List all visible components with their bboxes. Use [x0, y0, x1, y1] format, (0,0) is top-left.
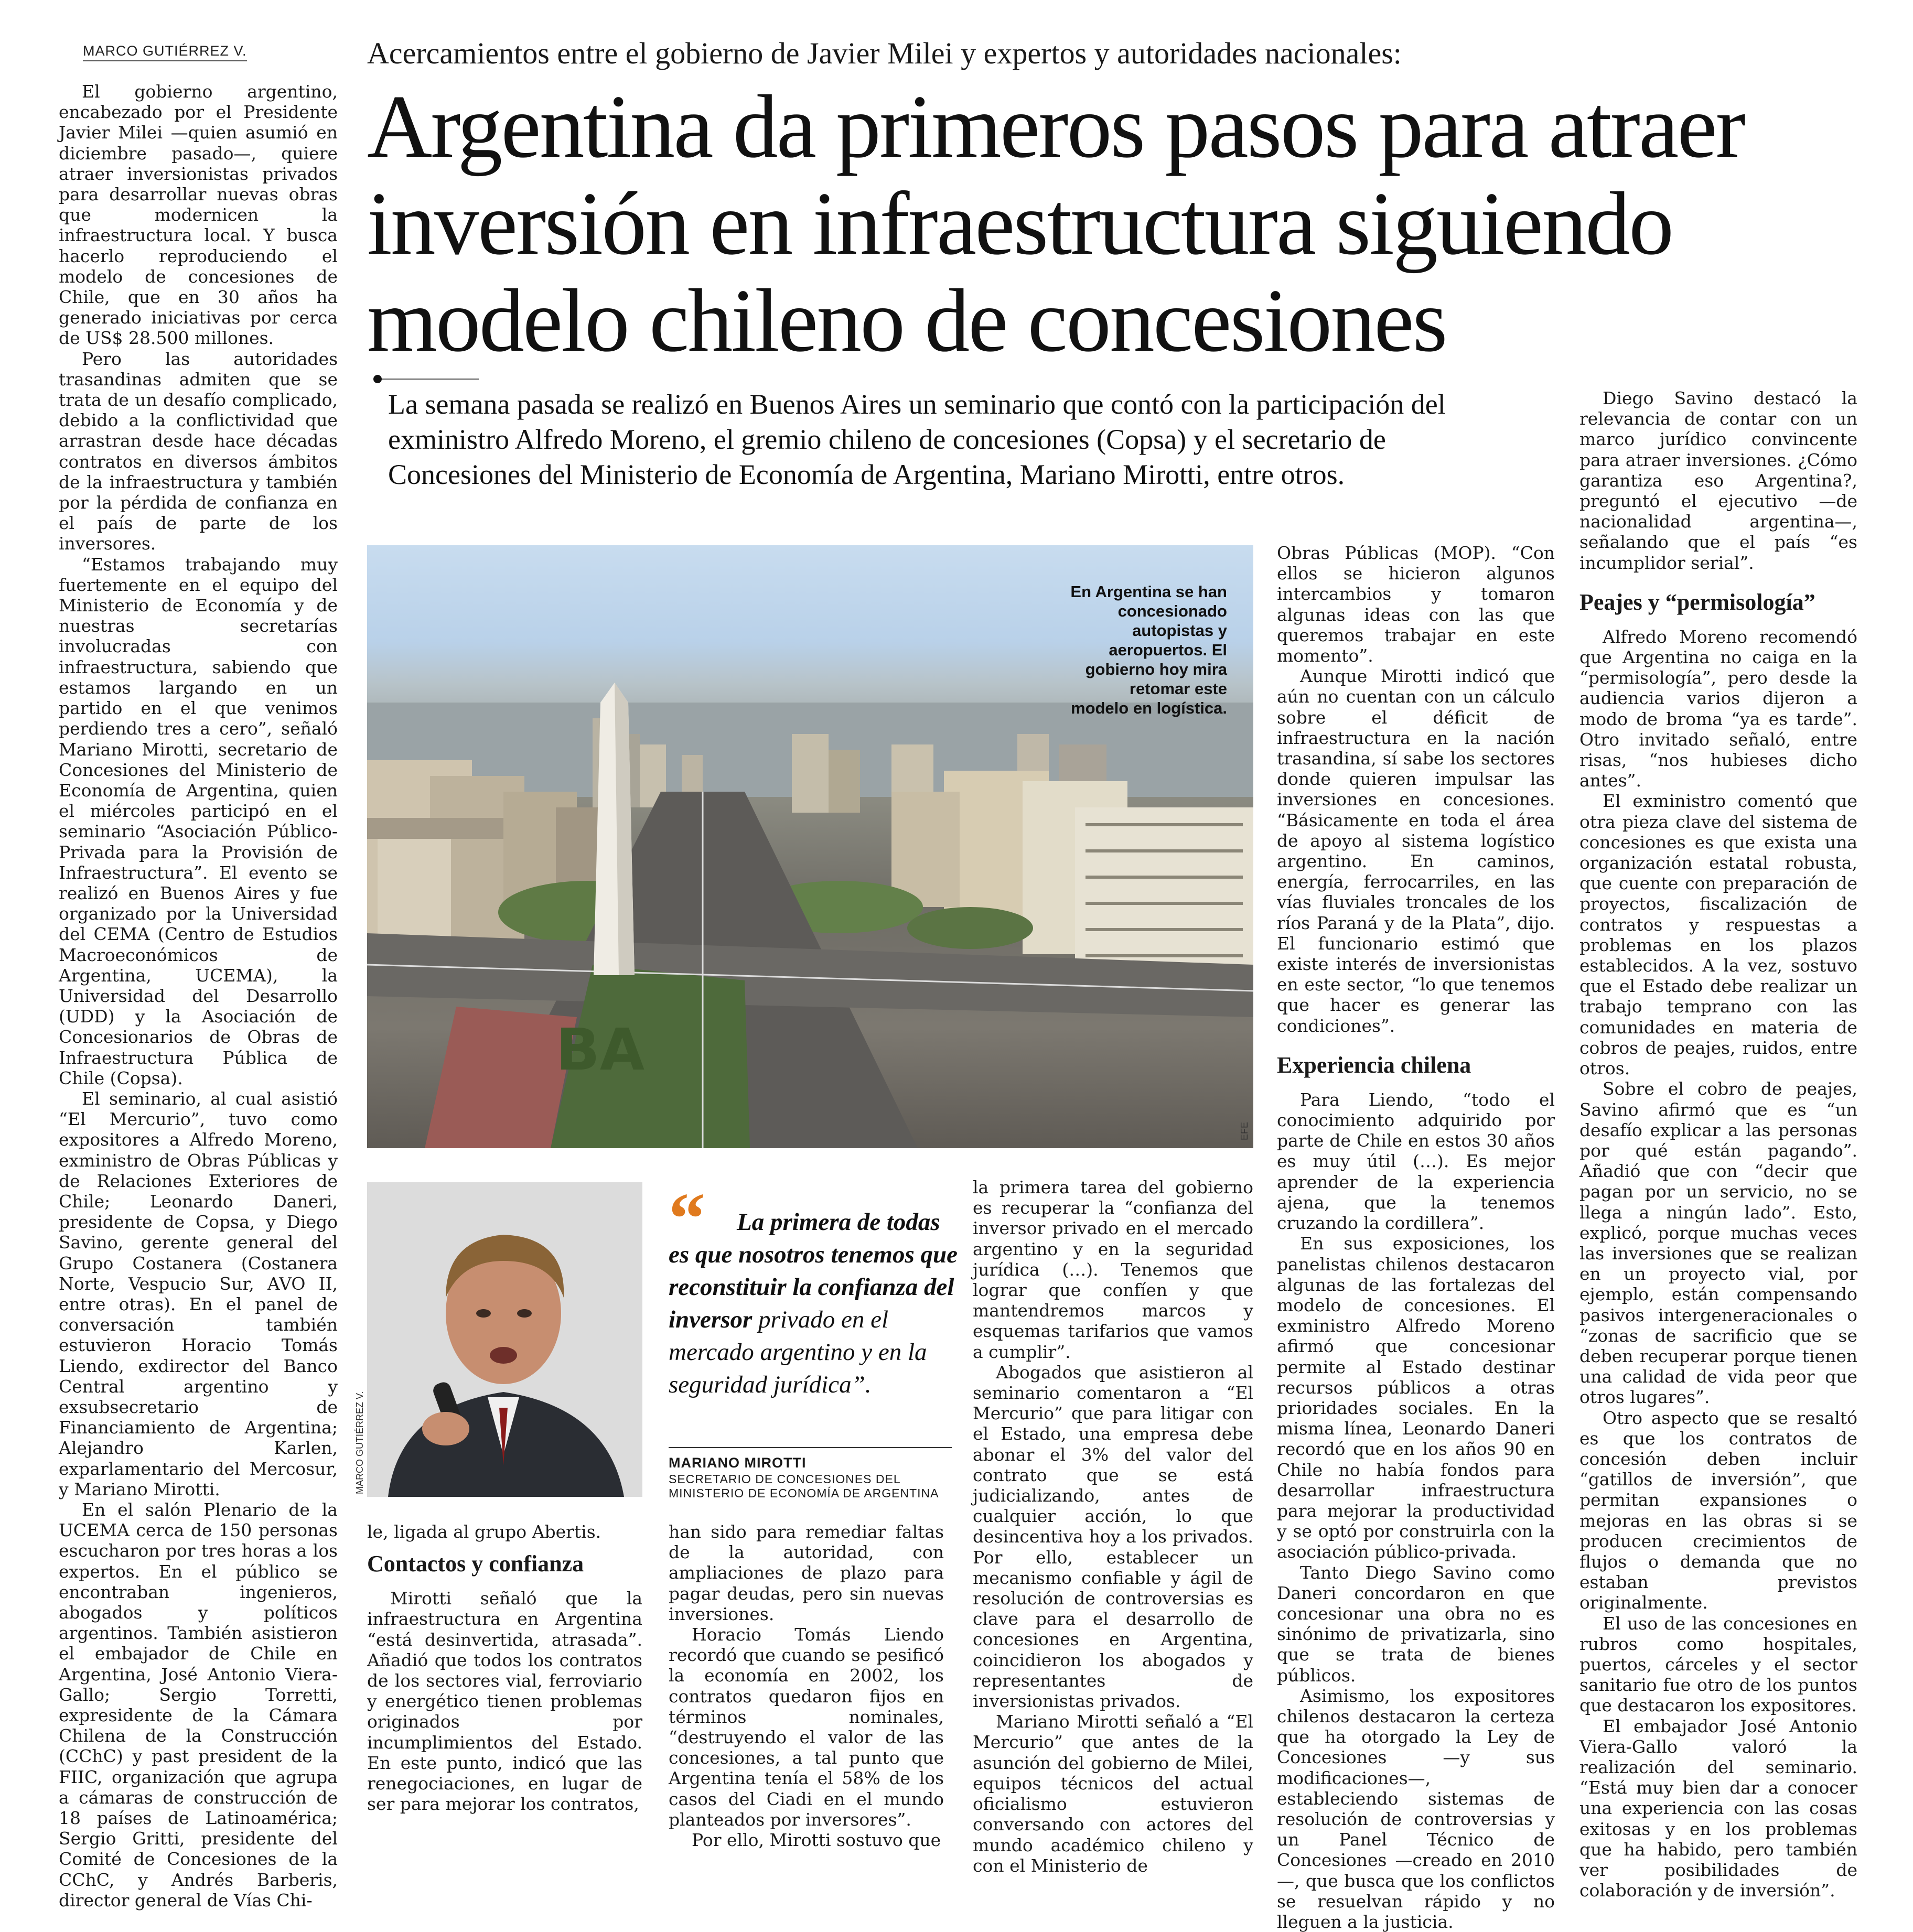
paragraph: En sus exposiciones, los panelistas chilenos destacaron algunas de las fortalezas del modelo de concesiones. El exministro Alfredo Moreno afirmó que concesionar permite al Estado destinar recursos públicos a otras prioridades sociales. En la misma línea, Leonardo Daneri recordó que en los años 90 en Chile no había fondos para desarrollar infraestructura para mejorar la productividad y se optó por construirla con la asociación público-privada.	[1277, 1233, 1555, 1562]
paragraph: Otro aspecto que se resaltó es que los contratos de concesión deben incluir “gatillos de inversión”, que permitan expansiones o mejoras en las obras si se producen crecimientos de flujos o demanda que no estaban previstos originalmente.	[1579, 1407, 1857, 1613]
photo-credit: EFE	[1239, 1121, 1250, 1140]
paragraph: la primera tarea del gobierno es recuperar la “confianza del inversor privado en el mercado argentino y en la seguridad jurídica (…). Tenemos que lograr que confíen y que mantendremos marcos y esquemas tarifarios que vamos a cumplir”.	[973, 1177, 1253, 1362]
paragraph: Pero las autoridades trasandinas admiten que se trata de un desafío complicado, debido a la conflictividad que arrastran desde hace décadas contratos en diversos ámbitos de la infraestructura y también por la pérdida de confianza en el país de parte de los inversores.	[59, 348, 338, 554]
paragraph: Para Liendo, “todo el conocimiento adquirido por parte de Chile en estos 30 años es muy útil (…). Es mejor aprender de la experiencia ajena, que la tenemos cruzando la cordillera”.	[1277, 1089, 1555, 1234]
rule-line	[382, 379, 479, 380]
quote-mark: “	[669, 1178, 705, 1259]
paragraph: Mariano Mirotti señaló a “El Mercurio” que antes de la asunción del gobierno de Milei, equipos técnicos del actual oficialismo estuvieron conversando con actores del mundo académico chileno y con el Ministerio de	[973, 1711, 1253, 1876]
paragraph: le, ligada al grupo Abertis.	[367, 1521, 601, 1542]
paragraph: El uso de las concesiones en rubros como hospitales, puertos, cárceles y el sector sanitario fue otro de los puntos que destacaron los expositores.	[1579, 1613, 1857, 1716]
column-2	[367, 1521, 642, 1857]
pull-quote	[669, 1206, 962, 1401]
pull-quote-rest: privado en el mercado argentino y en la seguridad jurídica”.	[669, 1306, 927, 1398]
quote-author: MARIANO MIROTTI	[669, 1455, 807, 1471]
column-5	[1277, 543, 1555, 1932]
column-4	[973, 1177, 1253, 1876]
lead-paragraph: La semana pasada se realizó en Buenos Aires un seminario que contó con la participación del exministro Alfredo Moreno, el gremio chileno de concesiones (Copsa) y el secretario de Concesiones del Ministerio de Economía de Argentina, Mariano Mirotti, entre otros.	[388, 388, 1446, 490]
column-3	[669, 1521, 944, 1857]
paragraph: Obras Públicas (MOP). “Con ellos se hicieron algunos intercambios y tomaron algunas ideas con las que queremos trabajar en este momento”.	[1277, 543, 1555, 666]
column-6	[1579, 388, 1857, 1901]
obelisco-photo	[367, 545, 1253, 1148]
pull-quote-bold: La primera de todas es que nosotros tenemos que reconstituir la confianza del inversor	[669, 1208, 958, 1333]
paragraph: El embajador José Antonio Viera-Gallo valoró la realización del seminario. “Está muy bien dar a conocer una experiencia con las cosas exitosas y en los problemas que ha habido, pero también ver posibilidades de colaboración y de inversión”.	[1579, 1715, 1857, 1901]
paragraph: Mirotti señaló que la infraestructura en Argentina “está desinvertida, atrasada”. Añadió que todos los contratos de los sectores vial, ferroviario y energético tienen problemas originados por incumplimientos del Estado. En este punto, indicó que las renegociaciones, en lugar de ser para mejorar los contratos,	[367, 1588, 642, 1815]
paragraph: Sobre el cobro de peajes, Savino afirmó que es “un desafío explicar a las personas por qué están pagando”. Añadió que con “decir que pagan por un servicio, no se llega a ningún lado”. Esto, explicó, porque muchas veces las inversiones que se realizan en un proyecto vial, por ejemplo, están compensando pasivos intergeneracionales o “zonas de sacrificio que se deben recuperar porque tienen una calidad de vida peor que otros lugares”.	[1579, 1078, 1857, 1408]
headline: Argentina da primeros pasos para atraer inversión en infraestructura siguiendo modelo chileno de concesiones	[367, 77, 1744, 371]
section-heading: Contactos y confianza	[367, 1551, 584, 1577]
paragraph: El exministro comentó que otra pieza clave del sistema de concesiones es que exista una organización estatal robusta, que cuente con preparación de proyectos, fiscalización de contratos y respuestas a problemas en los plazos establecidos. A la vez, sostuvo que el Estado debe realizar un trabajo temprano con las comunidades en materia de cobros de peajes, ruidos, entre otros.	[1579, 791, 1857, 1079]
paragraph: Abogados que asistieron al seminario comentaron a “El Mercurio” que para litigar con el Estado, una empresa debe abonar el 3% del valor del contrato que se está judicializando, antes de cualquier acción, lo que desincentiva hoy a los privados. Por ello, establecer un mecanismo confiable y ágil de resolución de controversias es clave para el desarrollo de concesiones en Argentina, coincidieron los abogados y representantes de inversionistas privados.	[973, 1362, 1253, 1712]
paragraph: Por ello, Mirotti sostuvo que	[692, 1830, 941, 1851]
rule-dot	[373, 375, 382, 383]
paragraph: En el salón Plenario de la UCEMA cerca de 150 personas escucharon por tres horas a los expertos. En el público se encontraban ingenieros, abogados y políticos argentinos. También asistieron el embajador de Chile en Argentina, José Antonio Viera-Gallo; Sergio Torretti, expresidente de la Cámara Chilena de la Construcción (CChC) y past president de la FIIC, organización que agrupa a cámaras de construcción de 18 países de Latinoamérica; Sergio Gritti, presidente del Comité de Concesiones de la CChC, y Andrés Barberis, director general de Vías Chi-	[59, 1499, 338, 1911]
ba-sign: BA	[556, 1016, 644, 1083]
column-1	[59, 81, 338, 1911]
paragraph: “Estamos trabajando muy fuertemente en el equipo del Ministerio de Economía y de nuestras secretarías involucradas con infraestructura, sabiendo que estamos largando en un partido en el que venimos perdiendo tres a cero”, señaló Mariano Mirotti, secretario de Concesiones del Ministerio de Economía de Argentina, quien el miércoles participó en el seminario “Asociación Público-Privada para la Provisión de Infraestructura”. El evento se realizó en Buenos Aires y fue organizado por la Universidad del CEMA (Centro de Estudios Macroeconómicos de Argentina, UCEMA), la Universidad del Desarrollo (UDD) y la Asociación de Concesionarios de Obras de Infraestructura Pública de Chile (Copsa).	[59, 554, 338, 1088]
paragraph: Aunque Mirotti indicó que aún no cuentan con un cálculo sobre el déficit de infraestructura en la nación trasandina, sí sabe los sectores donde quieren impulsar las inversiones en concesiones. “Básicamente en toda el área de apoyo al sistema logístico argentino. En caminos, energía, ferrocarriles, en las vías fluviales troncales de los ríos Paraná y de la Plata”, dijo. El funcionario estimó que existe interés de inversionistas en este sector, “lo que tenemos que hacer es generar las condiciones”.	[1277, 666, 1555, 1036]
paragraph: Diego Savino destacó la relevancia de contar con un marco jurídico convincente para atraer inversiones. ¿Cómo garantiza eso Argentina?, preguntó el ejecutivo —de nacionalidad argentina—, señalando que el país “es incumplidor serial”.	[1579, 388, 1857, 573]
paragraph: Asimismo, los expositores chilenos destacaron la certeza que ha otorgado la Ley de Concesiones —y sus modificaciones—, estableciendo sistemas de resolución de controversias y un Panel Técnico de Concesiones —creado en 2010—, que busca que los conflictos se resuelvan rápido y no lleguen a la justicia.	[1277, 1685, 1555, 1932]
paragraph: Tanto Diego Savino como Daneri concordaron en que concesionar una obra no es sinónimo de privatizarla, sino que se trata de bienes públicos.	[1277, 1562, 1555, 1686]
kicker: Acercamientos entre el gobierno de Javier Milei y expertos y autoridades nacionales:	[367, 36, 1402, 70]
paragraph: El gobierno argentino, encabezado por el Presidente Javier Milei —quien asumió en diciembre pasado—, quiere atraer inversionistas privados para desarrollar nuevas obras que modernicen la infraestructura local. Y busca hacerlo reproduciendo el modelo de concesiones de Chile, que en 30 años ha generado iniciativas por cerca de US$ 28.500 millones.	[59, 81, 338, 349]
section-heading: Experiencia chilena	[1277, 1052, 1471, 1078]
byline: MARCO GUTIÉRREZ V.	[83, 43, 247, 61]
mirotti-portrait	[367, 1182, 642, 1497]
quote-rule	[669, 1447, 952, 1448]
section-heading: Peajes y “permisología”	[1579, 589, 1815, 615]
paragraph: Alfredo Moreno recomendó que Argentina no caiga en la “permisología”, pero desde la audiencia varios dijeron a modo de broma “ya es tarde”. Otro invitado señaló, entre risas, “nos hubieses dicho antes”.	[1579, 626, 1857, 791]
portrait-credit: MARCO GUTIÉRREZ V.	[354, 1391, 365, 1494]
paragraph: El seminario, al cual asistió “El Mercurio”, tuvo como expositores a Alfredo Moreno, exministro de Obras Públicas y de Relaciones Exteriores de Chile; Leonardo Daneri, presidente de Copsa, y Diego Savino, gerente general del Grupo Costanera (Costanera Norte, Vespucio Sur, AVO II, entre otras). En el panel de conversación también estuvieron Horacio Tomás Liendo, exdirector del Banco Central argentino y exsubsecretario de Financiamiento de Argentina; Alejandro Karlen, exparlamentario del Mercosur, y Mariano Mirotti.	[59, 1088, 338, 1499]
paragraph: han sido para remediar faltas de la autoridad, con ampliaciones de plazo para pagar deudas, pero sin nuevas inversiones.	[669, 1521, 944, 1624]
photo-caption: En Argentina se han concesionado autopistas y aeropuertos. El gobierno hoy mira retomar este modelo en logística.	[1070, 582, 1227, 717]
portrait-illustration	[367, 1182, 642, 1497]
quote-author-role: SECRETARIO DE CONCESIONES DEL MINISTERIO DE ECONOMÍA DE ARGENTINA	[669, 1472, 939, 1500]
paragraph: Horacio Tomás Liendo recordó que cuando se pesificó la economía en 2002, los contratos quedaron fijos en términos nominales, “destruyendo el valor de las concesiones, a tal punto que Argentina tenía el 58% de los casos del Ciadi en el mundo planteados por inversores”.	[669, 1624, 944, 1830]
